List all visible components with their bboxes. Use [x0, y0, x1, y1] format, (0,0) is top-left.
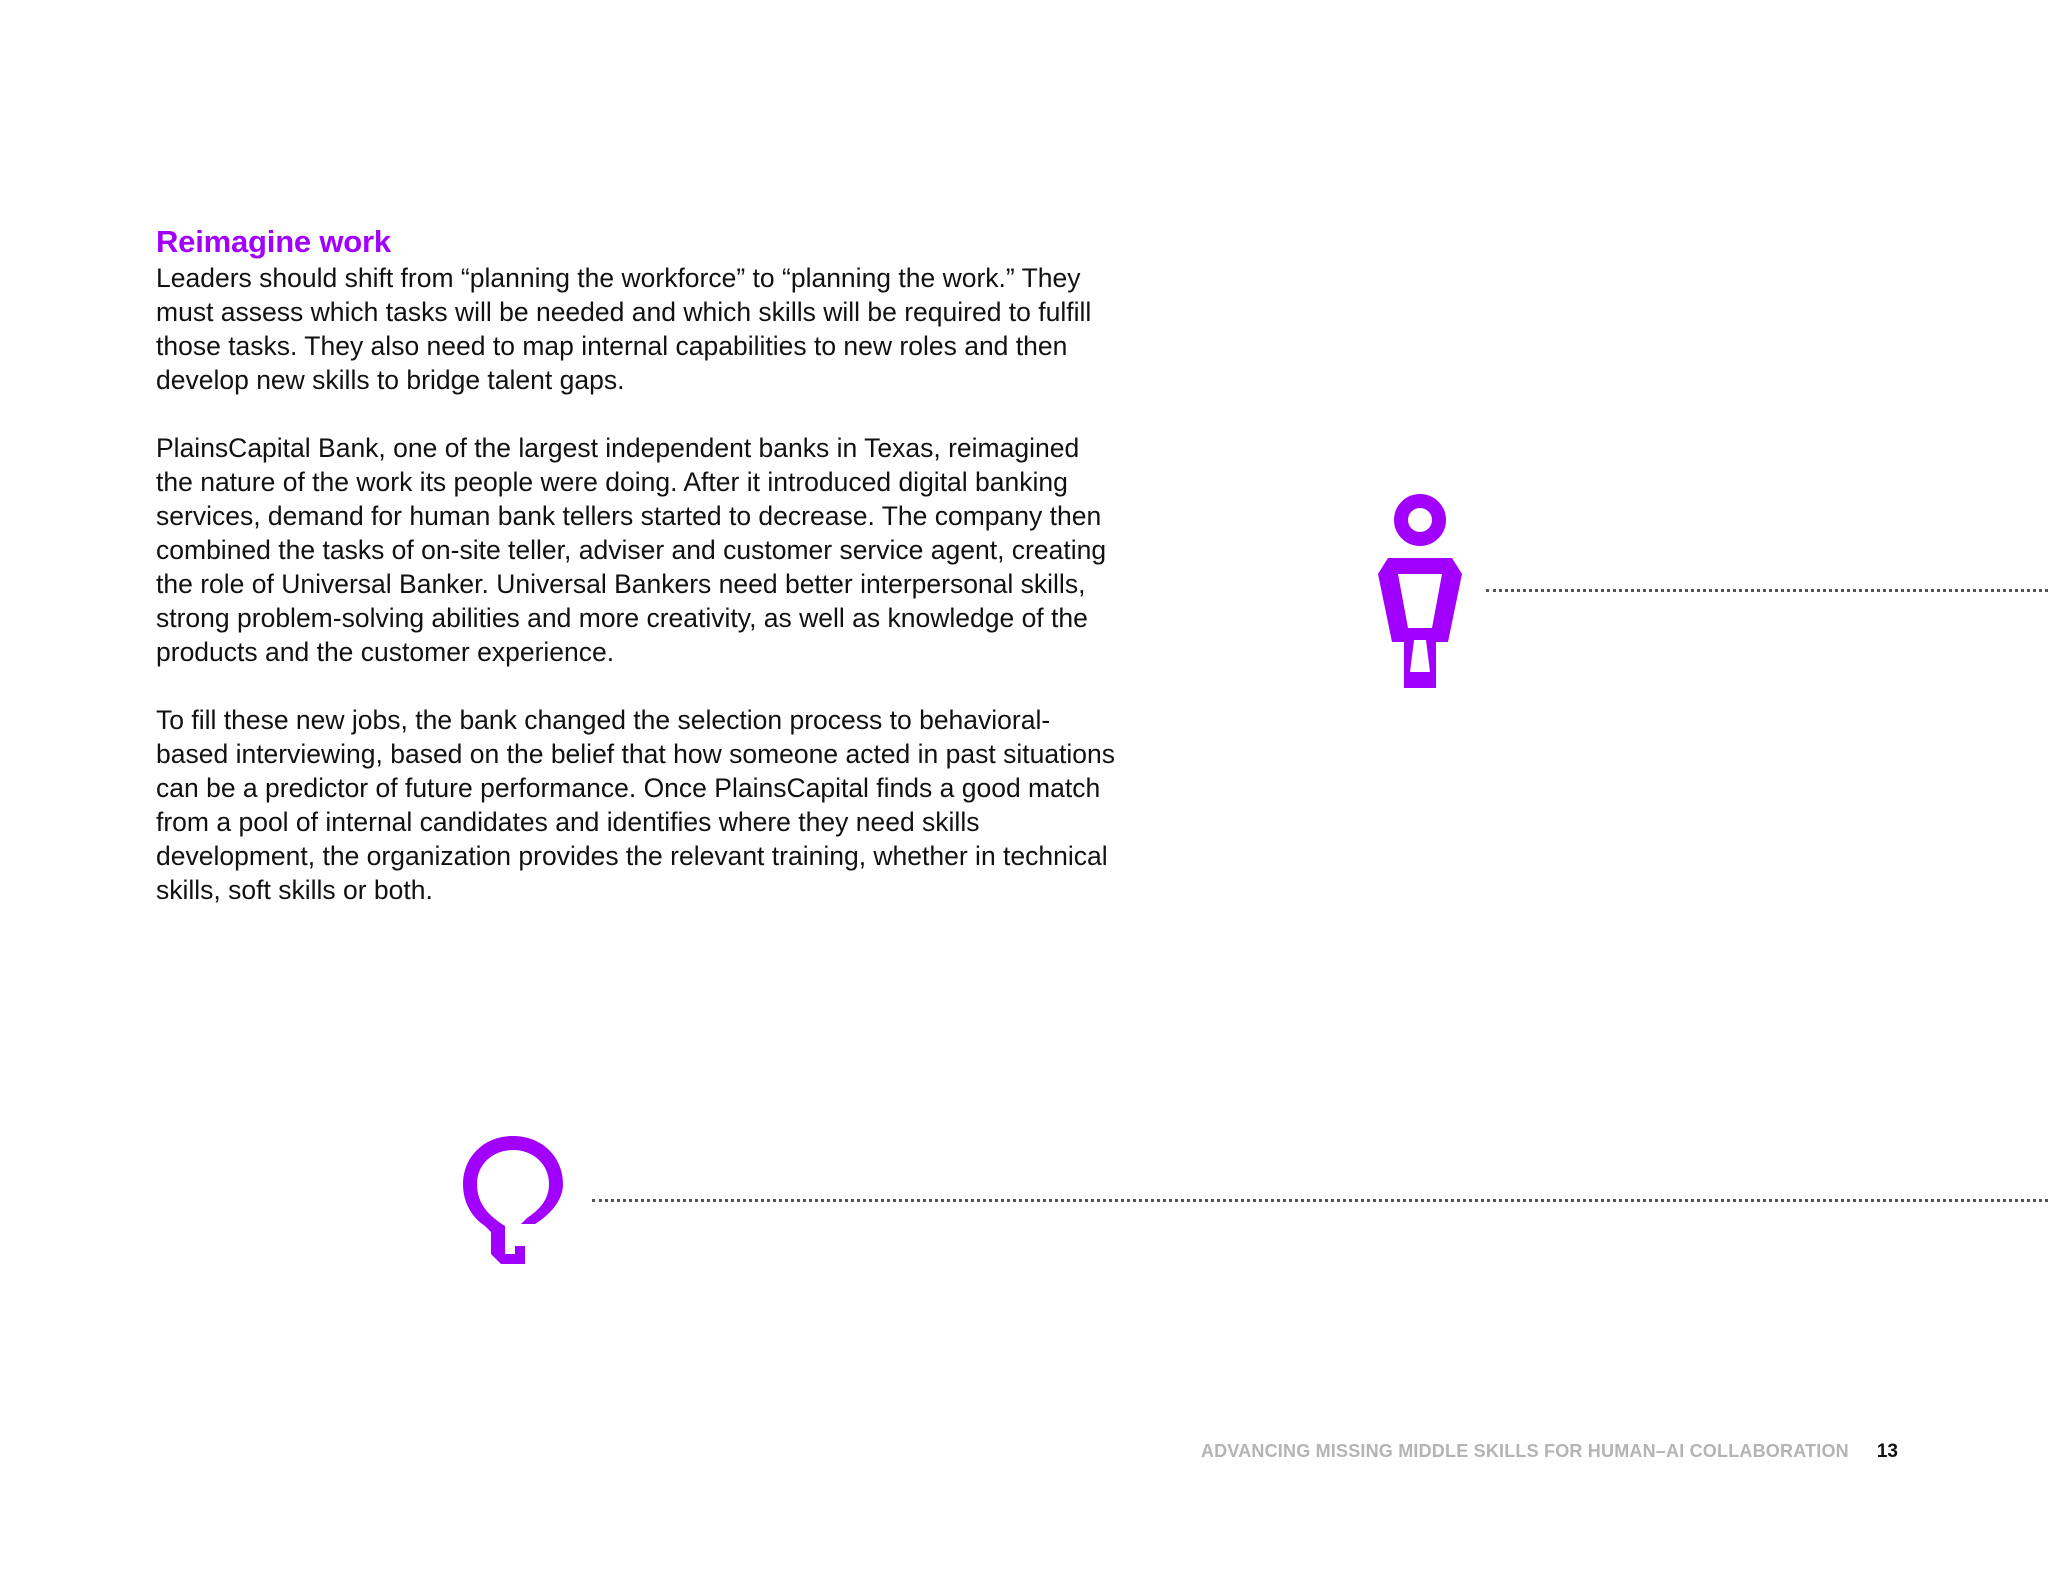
- paragraph-plainscapital: PlainsCapital Bank, one of the largest independent banks in Texas, reimagined the nature of the work its people were doing. After it introduced digital banking services, demand for human bank tellers started to decrease. The company then combined the tasks of on-site teller, adviser and customer service agent, creating the role of Universal Banker. Universal Bankers need better interpersonal skills, strong problem-solving abilities and more creativity, as well as knowledge of the products and the customer experience.: [156, 433, 1107, 667]
- footer-report-title: ADVANCING MISSING MIDDLE SKILLS FOR HUMAN–AI COLLABORATION: [1200, 1441, 1849, 1461]
- dotted-connector-bottom: [592, 1199, 2048, 1202]
- paragraph-selection-process: To fill these new jobs, the bank changed the selection process to behavioral-based interviewing, based on the belief that how someone acted in past situations can be a predictor of future performance. Once PlainsCapital finds a good match from a pool of internal candidates and identifies where they need skills development, the organization provides the relevant training, whether in technical skills, soft skills or both.: [156, 705, 1116, 905]
- article-section: [156, 223, 1116, 941]
- paragraph-intro: Leaders should shift from “planning the workforce” to “planning the work.” They must assess which tasks will be needed and which skills will be required to fulfill those tasks. They also need to map internal capabilities to new roles and then develop new skills to bridge talent gaps.: [156, 263, 1092, 395]
- page-number: 13: [1876, 1441, 1898, 1462]
- dotted-connector-top: [1486, 589, 2048, 592]
- page-footer: [1201, 1441, 1898, 1463]
- person-icon: [1378, 494, 1462, 688]
- lightbulb-icon: [455, 1128, 571, 1272]
- section-heading: Reimagine work: [156, 224, 391, 259]
